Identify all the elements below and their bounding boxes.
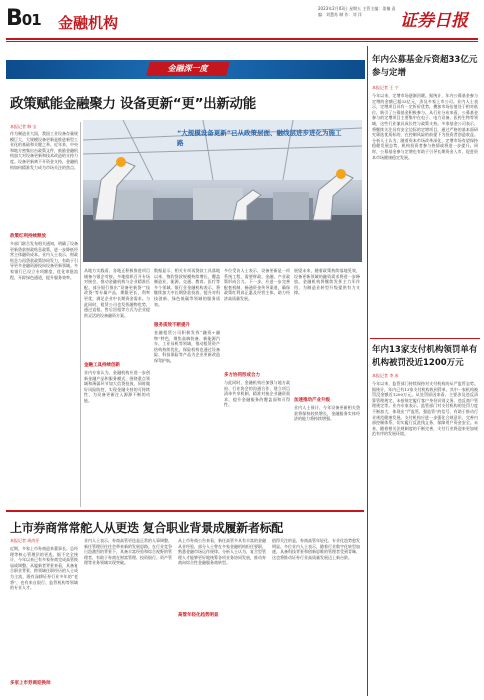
- main-col2-text2: 业内专家认为，金融机构应进一步创新金融产品和服务模式，围绕重点领域和薄弱环节加大信贷投放，同时做好风险防控，实现金融支持的可持续性，为设备更新注入源源不断的动能。: [84, 370, 150, 403]
- main-col1-text: 作为制造业大国，我国工业设备存量规模巨大，大规模设备更新是推进新型工业化的基础和关键之举。近年来，中央和地方密集出台政策文件，鼓励金融机构加大对设备更新和技术改造的支持力度。设备更新离不开资金支持，金融机构如何精准发力成为市场关注的焦点。: [10, 131, 78, 170]
- main-col3-text2: 金融租赁公司积极发挥“融资+融物”特色，聚焦高端装备、新能源汽车、工业母机等领域，推动租赁资产结构持续优化。保险机构也通过设备险、科技保险等产品为企业更新改造保驾护航。: [154, 330, 220, 363]
- main-col3-subhead: 服务质效不断提升: [154, 323, 190, 328]
- right-separator: [370, 338, 480, 339]
- right-mid-byline: 本报记者 李 冰: [372, 373, 399, 378]
- bottom-col3-text: 从上市券商公告来看，新任高管多具有丰富的金融从业经验，部分人士曾在多家金融机构担任要职，熟悉金融市场运作规律。分析人士认为，复合型管理人才能够更好地统筹各项业务协同发展，推动券商向综合性金融服务商转型。: [178, 538, 266, 566]
- bottom-headline: 上市券商常常舵人从更迭 复合职业背景成履新者标配: [10, 521, 283, 535]
- right-top-byline: 本报记者 王 宁: [372, 85, 399, 90]
- main-col4-text: 多位受访人士表示，设备更新是一项系统工程，需要财政、金融、产业政策形成合力。下一步，应进一步完善配套机制，畅通资金传导渠道，确保政策红利真正惠及经营主体，助力经济高质量发展。: [224, 268, 290, 301]
- header-rule: [6, 38, 478, 40]
- page-code: [6, 6, 41, 31]
- section-title: 金融机构: [58, 14, 119, 32]
- page-number: 01: [21, 11, 41, 29]
- bottom-col4-text: 值得关注的是，券商高管年轻化、专业化趋势愈发明显。多位业内人士表示，随着行业数字化转型加速，具备科技背景和创新思维的管理者受到青睐，这也将推动证券行业高质量发展迈上新台阶。: [272, 538, 360, 560]
- right-mid-headline: 年内13家支付机构领罚单有机构被罚没近1200万元: [372, 345, 478, 368]
- bottom-col1-subhead: 多家上市券商迎换帅: [10, 681, 51, 686]
- main-col5-subhead: 加速推动产业升级: [294, 398, 330, 403]
- bottom-col3-subhead: 高管年轻化趋势明显: [178, 613, 219, 618]
- right-top-headline: 年内公募基金斥资超33亿元参与定增: [372, 55, 478, 78]
- main-byline: 本报记者 韩 宝: [10, 124, 37, 129]
- header-thin-rule: [6, 41, 478, 42]
- main-col5-text: 展望未来，随着政策持续落地见效，设备更新领域的融资需求将进一步释放。金融机构将继续发挥主力军作用，为制造业转型升级提供有力支撑。: [294, 268, 360, 296]
- main-col5-text2: 业内人士预计，今年设备更新相关贷款将保持较快增长，金融服务实体经济的能力将持续增强。: [294, 405, 360, 422]
- photo-caption: “大规模设备更新”已从政策层面、融线层进步进化为施工路: [177, 129, 342, 147]
- bottom-col2-text: 业内人士表示，券商高管更迭是正常的人事调整，新任管理层往往会带来新的发展思路。在行业竞争日趋激烈的背景下，具备丰富经验和综合视野的管理者，有助于券商在财富管理、投资银行、资产管理等业务领域实现突破。: [84, 538, 172, 566]
- right-column-divider: [367, 46, 368, 696]
- main-headline: 政策赋能金融聚力 设备更新“更”出新动能: [10, 96, 256, 112]
- bottom-byline: 本报记者 周尚伃: [10, 538, 40, 543]
- right-mid-text: 今年以来，监管部门持续保持对支付机构的从严监管态势。据统计，年内已有13家支付机构收到罚单，其中一家机构被罚没金额近1200万元。从处罚原因来看，主要涉及违反清算管理规定、未按规定履行客户身份识别义务、违反商户管理规定等。业内专家表示，监管部门对支付机构的处罚力度不断加大，体现出“严监管、强监管”的信号，有助于推动行业规范健康发展。支付机构应进一步强化合规意识，完善内部控制体系，切实履行反洗钱义务，保障用户资金安全。未来，随着相关法规制度的不断完善，支付行业将迎来更加规范有序的发展环境。: [372, 381, 478, 437]
- main-col4-text2: 与此同时，金融机构应加强与地方政府、行业协会的沟通合作，建立项目清单共享机制，精准对接企业融资需求，提升金融服务的覆盖面和可得性。: [224, 380, 290, 408]
- main-col1-text2: 多部门联合发布相关通知，明确了设备更新贷款财政贴息政策，进一步降低经营主体融资成本。业内人士表示，财政贴息与再贷款政策协同发力，有助于引导更多金融资源投向设备更新领域。多家银行已设立专项额度，优化审批流程，开辟绿色通道，提升服务效率。: [10, 241, 78, 280]
- page-letter: B: [6, 6, 22, 31]
- main-col2-subhead: 金融工具持续创新: [84, 363, 120, 368]
- banner-tag: 金融深一度: [146, 62, 230, 76]
- right-top-text: 今年以来，定增市场逐渐回暖。据统计，年内公募基金参与定增的金额已超33亿元，涉及多家上市公司。业内人士表示，定增项目具有一定折价优势，叠加市场估值处于相对低位，吸引了公募基金积极参与。从行业分布来看，公募基金参与的定增项目主要集中在电子、电力设备、医药生物等领域，这些行业兼具成长性与政策支持。多家基金公司表示，将继续关注具有安全边际的定增项目，通过严格的基本面研究筛选优质标的，在控制风险的前提下为投资者创造收益。分析人士认为，随着资本市场改革深化，定增市场有望保持稳健发展态势，机构投资者参与热情或将进一步提升。同时，公募基金参与定增也有助于引导长期资金入市，促进资本市场健康稳定发展。: [372, 93, 478, 160]
- page-header: [0, 0, 484, 44]
- main-col2-text: 从地方实践看，各地正积极推进项目储备与银企对接。多地组织召开专场对接会，推动金融机构与企业精准匹配。部分银行推出“设备更新贷”“技改贷”等专属产品，期限更长、利率更优，满足企业中长期资金需求。与此同时，租赁公司也发挥融物优势，通过直租、售后回租等方式为企业提供灵活的设备融资方案。: [84, 268, 150, 318]
- main-col4-subhead: 多方协同形成合力: [224, 373, 260, 378]
- dateline: 2023年2月03日 星期五 主管主编：姜楠 责 编：刘慧苏 制 作：刘 洋: [318, 6, 396, 17]
- main-col3-text: 数据显示，相关专项再贷款工具落地以来，签约贷款规模持续增长，覆盖制造业、能源、交通、教育、医疗等多个领域。银行业金融机构表示，将继续加大中长期贷款投放，提升对科技创新、绿色低碳等领域的服务质效。: [154, 268, 220, 307]
- bottom-col1-text: 近期，多家上市券商迎来董事长、总经理等核心管理层的更迭。据不完全统计，今年以来已有多家券商完成高管换届或调整。从履新者背景来看，具备复合职业背景、跨领域任职经历的人士成为主流，既有深耕证券行业多年的“老将”，也有来自银行、监管机构等领域的专业人才。: [10, 546, 78, 591]
- newspaper-logo: 证券日报: [400, 11, 468, 31]
- bottom-separator: [6, 510, 364, 512]
- column-divider: [80, 122, 81, 507]
- main-col1-subhead: 政策红利持续释放: [10, 234, 46, 239]
